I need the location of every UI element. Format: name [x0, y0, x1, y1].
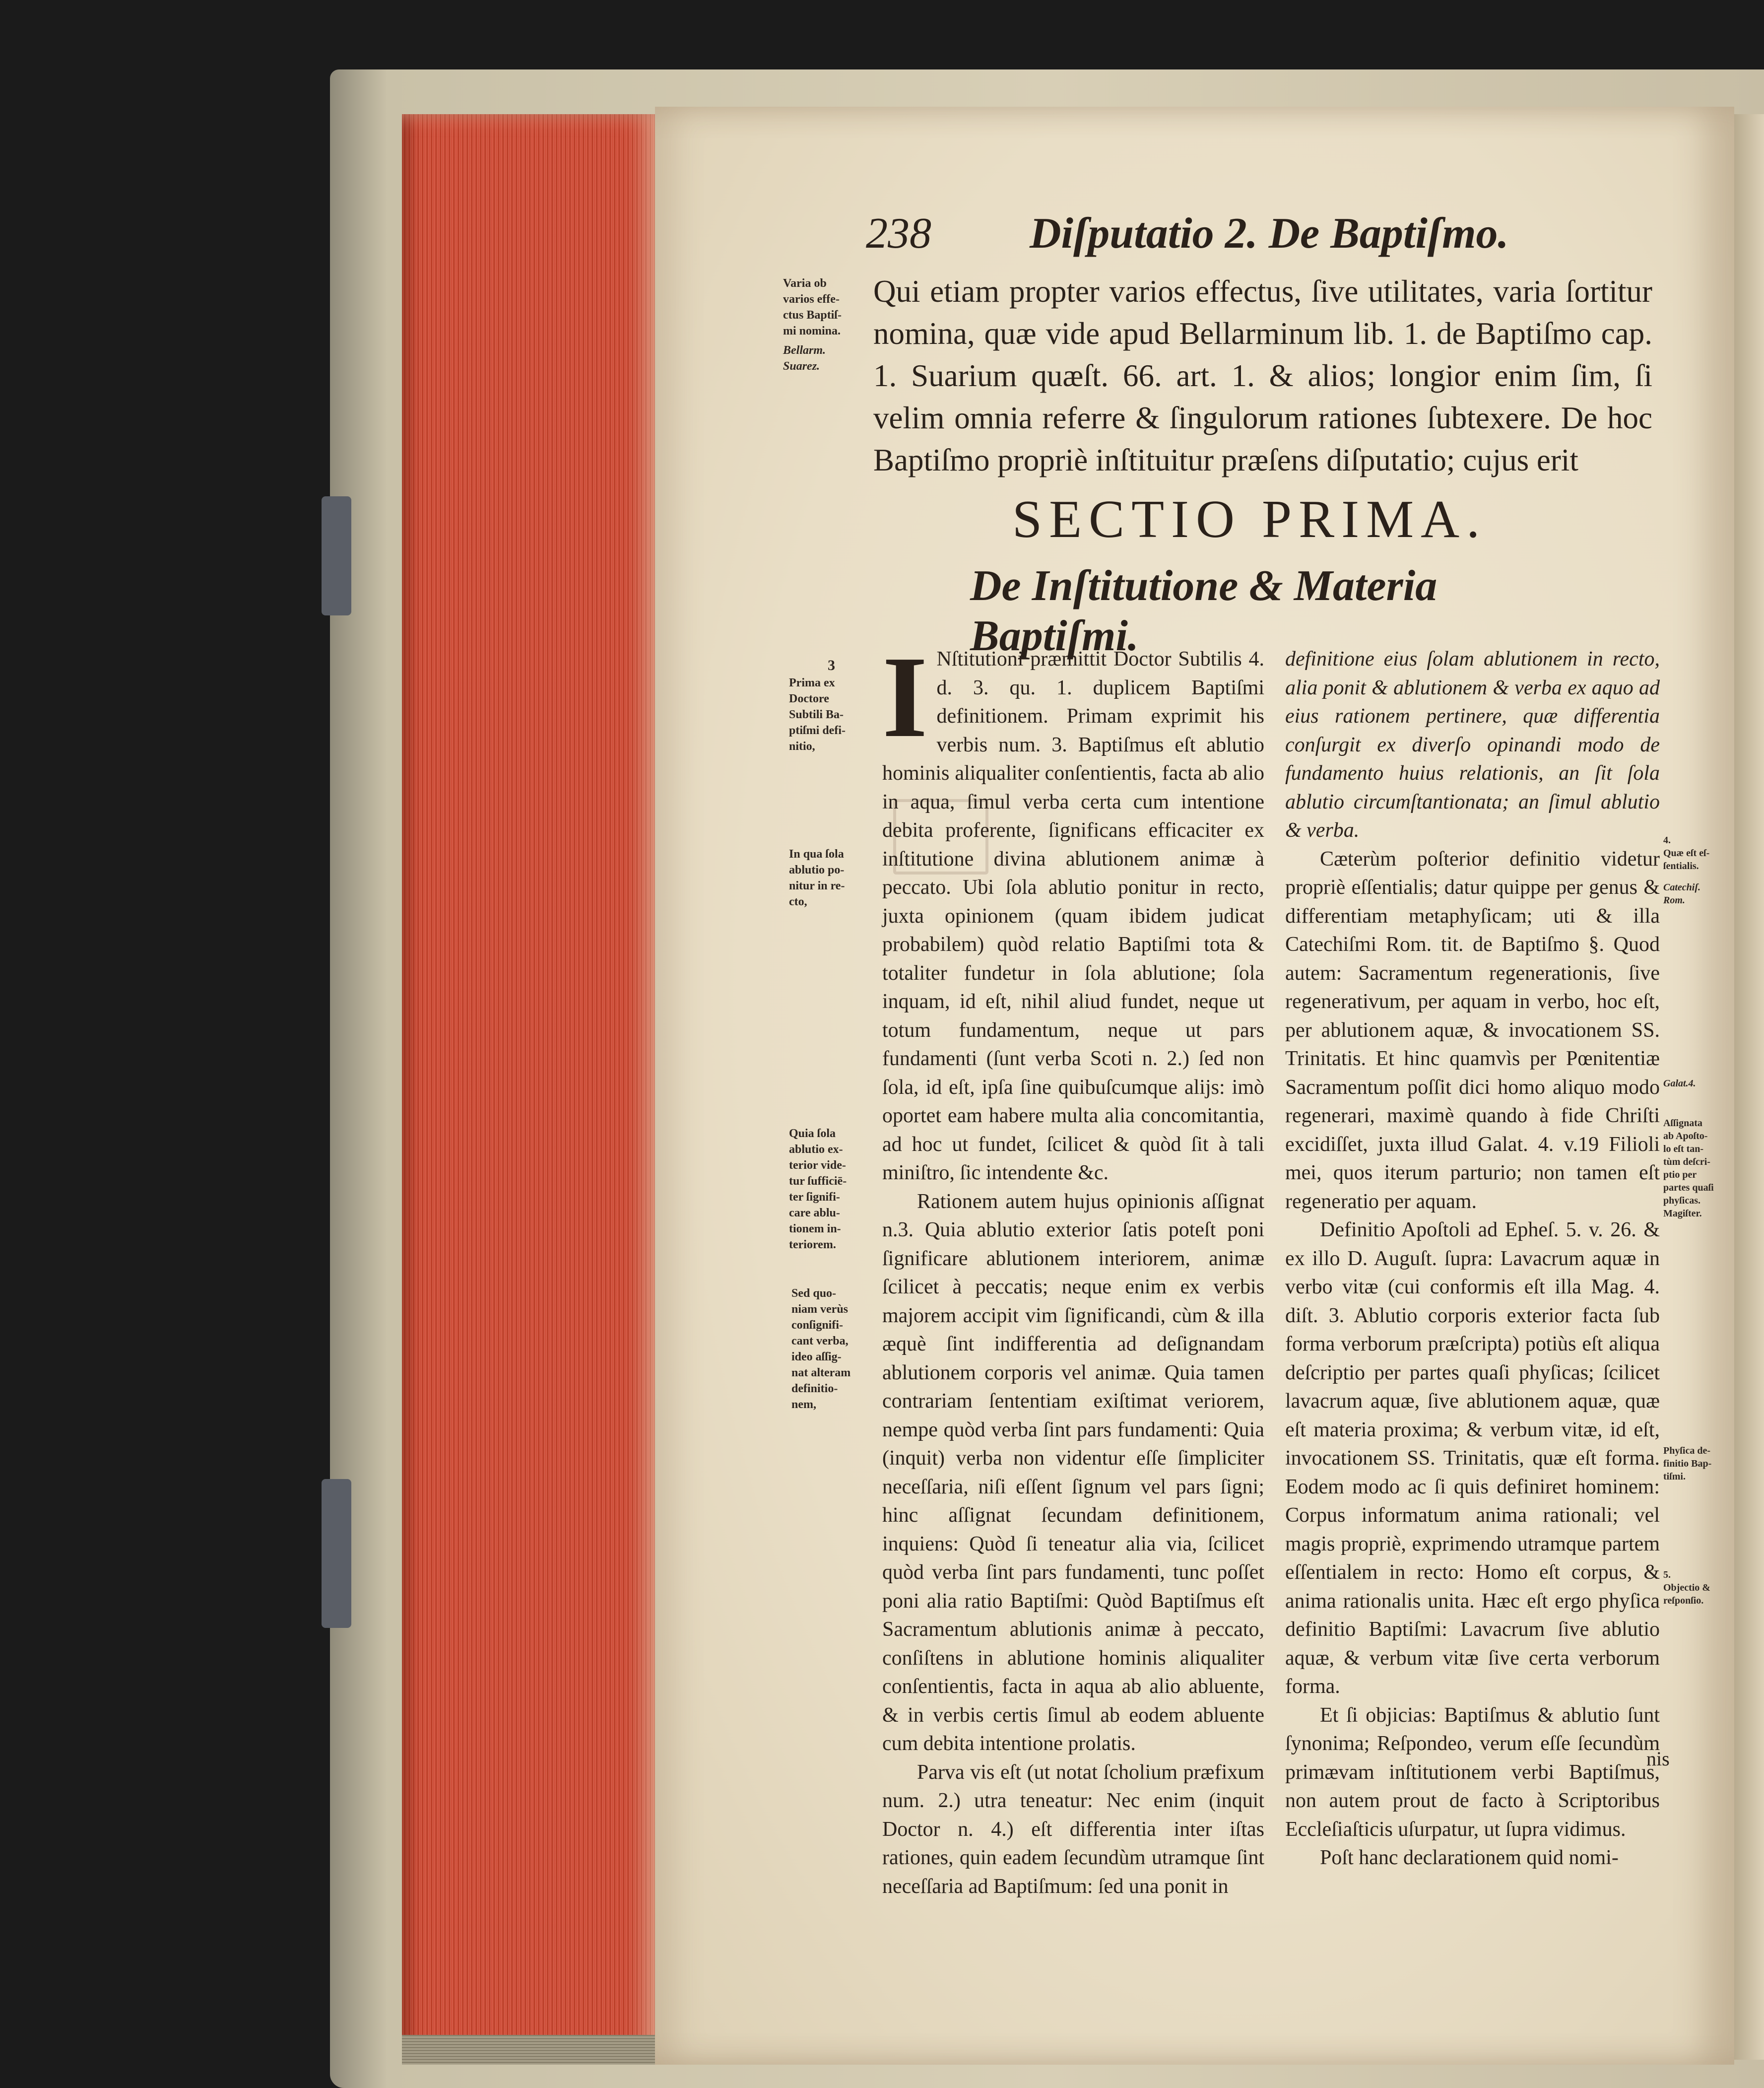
side-note-physica: Phyſica de- finitio Bap- tiſmi. [1663, 1445, 1712, 1482]
right-paragraph-5: Poſt hanc declarationem quid nomi- [1320, 1846, 1619, 1869]
side-note-quia: Quia ſola ablutio ex- terior vide- tur ſufficiē- ter ſignifi- care ablu- tionem in- teriorem. [789, 1127, 847, 1251]
right-paragraph-3: Definitio Apoſtoli ad Epheſ. 5. v. 26. & ex illo D. Auguſt. ſupra: Lavacrum aquæ in verbo vitæ (cui conformis eſt illa Mag. 4. diſt. 3. Ablutio corporis exterior facta ſub forma verborum præſcripta) potiùs eſt aliqua deſcriptio per partes quaſi phyſicas; ſcilicet lavacrum aquæ, ſive ablutionem aquæ, quæ eſt materia proxima; & verbum vitæ, id eſt, invocationem SS. Trinitatis, quæ eſt forma. Eodem modo ac ſi quis definiret hominem: Corpus informatum anima rationali; vel magis propriè, exprimendo utramque partem eſſentialem in recto: Homo eſt corpus, & anima rationalis unita. Hæc eſt ergo phyſica definitio Baptiſmi: Lavacrum ſive ablutio aquæ, & verbum vitæ ſive certa verborum forma. [1285, 1218, 1660, 1698]
side-note-varia-refs: Bellarm. Suarez. [783, 344, 826, 373]
side-note-varia: Varia ob varios effe- ctus Baptiſ- mi nomina. [783, 277, 842, 337]
left-paragraph-3: Parva vis eſt (ut notat ſcholium præfixum num. 2.) utra teneatur: Nec enim (inquit Doctor n. 4.) eſt differentia inter iſtas rationes, quin eadem ſecundùm utramque ſint neceſſaria ad Baptiſmum: ſed una ponit in [882, 1760, 1264, 1898]
running-head [866, 208, 1610, 263]
clasp-bottom [322, 1479, 351, 1628]
left-paragraph-1-text: Nſtitutioni præmittit Doctor Subtilis 4. d. 3. qu. 1. duplicem Baptiſmi definitionem. Primam exprimit his verbis num. 3. Baptiſmus eſt ablutio hominis aliqualiter conſentientis, facta ab alio in aqua, ſimul verba certa cum intentione debita proferente, ſignificans efficaciter ex inſtitutione divina ablutionem animæ à peccato. Ubi ſola ablutio ponitur in recto, juxta opinionem (quam ibidem judicat probabilem) quòd relatio Baptiſmi tota & totaliter fundetur in ſola ablutione; ſola inquam, id eſt, nihil aliud fundet, neque ut totum fundamentum, neque ut pars fundamenti (ſunt verba Scoti n. 2.) ſed non ſola, id eſt, ipſa ſine quibuſcumque alijs: imò oportet eam habere multa alia concomitantia, ad hoc ut fundet, ſcilicet & quòd ſit à tali miniſtro, ſic intendente &c. [882, 648, 1264, 1184]
page-number: 238 [866, 209, 931, 258]
side-note-assignata: Aſſignata ab Apoſto- lo eſt tan- tùm deſcri- ptio per partes quaſi phyſicas. Magiſter. [1663, 1118, 1714, 1219]
right-paragraph-4: Et ſi objicias: Baptiſmus & ablutio ſunt ſynonima; Reſpondeo, verum eſſe ſecundùm primævam inſtitutionem verbi Baptiſmus, non autem prout de facto à Scriptoribus Eccleſiaſticis uſurpatur, ut ſupra vidimus. [1285, 1703, 1660, 1841]
side-note-num5: 5. Objectio & reſponſio. [1663, 1569, 1710, 1606]
clasp-top [322, 496, 351, 615]
intro-paragraph: Qui etiam propter varios effectus, ſive utilitates, varia ſortitur nomina, quæ vide apud Bellarminum lib. 1. de Baptiſmo cap. 1. Suarium quæſt. 66. art. 1. & alios; longior enim ſim, ſi velim omnia referre & ſingulorum rationes ſubtexere. De hoc Baptiſmo propriè inſtituitur præſens diſputatio; cujus erit [873, 274, 1652, 477]
catchword: nis [1646, 1748, 1670, 1770]
side-note-num4: 4. Quæ eſt eſ- ſentialis. [1663, 835, 1710, 872]
side-note-in-qua: In qua ſola ablutio po- nitur in re- ctο, [789, 848, 845, 908]
facing-page-edge [1734, 114, 1764, 2060]
side-note-catech: Catechiſ. Rom. [1663, 882, 1700, 906]
right-column [1285, 645, 1660, 1873]
section-subtitle: De Inſtitutione & Materia Baptiſmi. [970, 562, 1437, 660]
side-note-sed: Sed quo- niam verùs conſignifi- cant verba, ideo aſſig- nat alteram definitio- nem, [791, 1287, 851, 1411]
left-paragraph-2: Rationem autem hujus opinionis aſſignat n.3. Quia ablutio exterior ſatis poteſt poni ſignificare ablutionem interiorem, animæ ſcilicet à peccatis; neque enim ex verbis majorem accipit vim ſignificandi, cùm & illa æquè ſint indifferentia ad deſignandam ablutionem corporis vel animæ. Quia tamen contrariam ſententiam exiſtimat veriorem, nempe quòd verba ſint pars fundamenti: Quia (inquit) verba non videntur eſſe ſimpliciter neceſſaria, niſi eſſent ſignum vel pars ſigni; hinc aſſignat ſecundam definitionem, inquiens: Quòd ſi teneatur alia via, ſcilicet quòd verba ſint pars fundamenti, tunc poſſet poni alia ratio Baptiſmi: Quòd Baptiſmus eſt Sacramentum ablutionis animæ à peccato, conſiſtens in ablutione hominis aliqualiter conſentientis, facta in aqua ab alio abluente, & in verbis certis ſimul ab eodem abluente cum debita intentione prolatis. [882, 1190, 1264, 1755]
running-title: Diſputatio 2. De Baptiſmo. [1030, 209, 1509, 258]
drop-cap: I [882, 632, 928, 761]
section-title: SECTIO PRIMA. [1012, 490, 1487, 549]
left-column [882, 632, 1264, 1901]
side-note-galat: Galat.4. [1663, 1078, 1696, 1089]
side-note-prima: Prima ex Doctore Subtili Ba- ptiſmi defi- nitio, [789, 676, 846, 753]
right-paragraph-2: Cæterùm poſterior definitio videtur propriè eſſentialis; datur quippe per genus & differentiam metaphyſicam; uti & illa Catechiſmi Rom. tit. de Baptiſmo §. Quod autem: Sacramentum regenerationis, ſive regenerativum, per aquam in verbo, hoc eſt, per ablutionem aquæ, & invocationem SS. Trinitatis. Et hinc quamvìs per Pœnitentiæ Sacramentum poſſit dici homo aliquo modo regenerari, maximè quando à fide Chriſti excidiſſet, juxta illud Galat. 4. v.19 Filioli mei, quos iterum parturio; non tamen eſt regeneratio per aquam. [1285, 847, 1660, 1213]
side-note-num3: 3 [828, 657, 835, 674]
page-edges-red [402, 114, 660, 2065]
right-paragraph-1: definitione eius ſolam ablutionem in recto, alia ponit & ablutionem & verba ex aquo ad eius rationem pertinere, quæ differentia conſurgit ex diverſo opinandi modo de fundamento huius relationis, an ſit ſola ablutio circumſtantionata; an ſimul ablutio & verba. [1285, 648, 1660, 842]
left-paragraph-1 [882, 632, 1264, 1188]
